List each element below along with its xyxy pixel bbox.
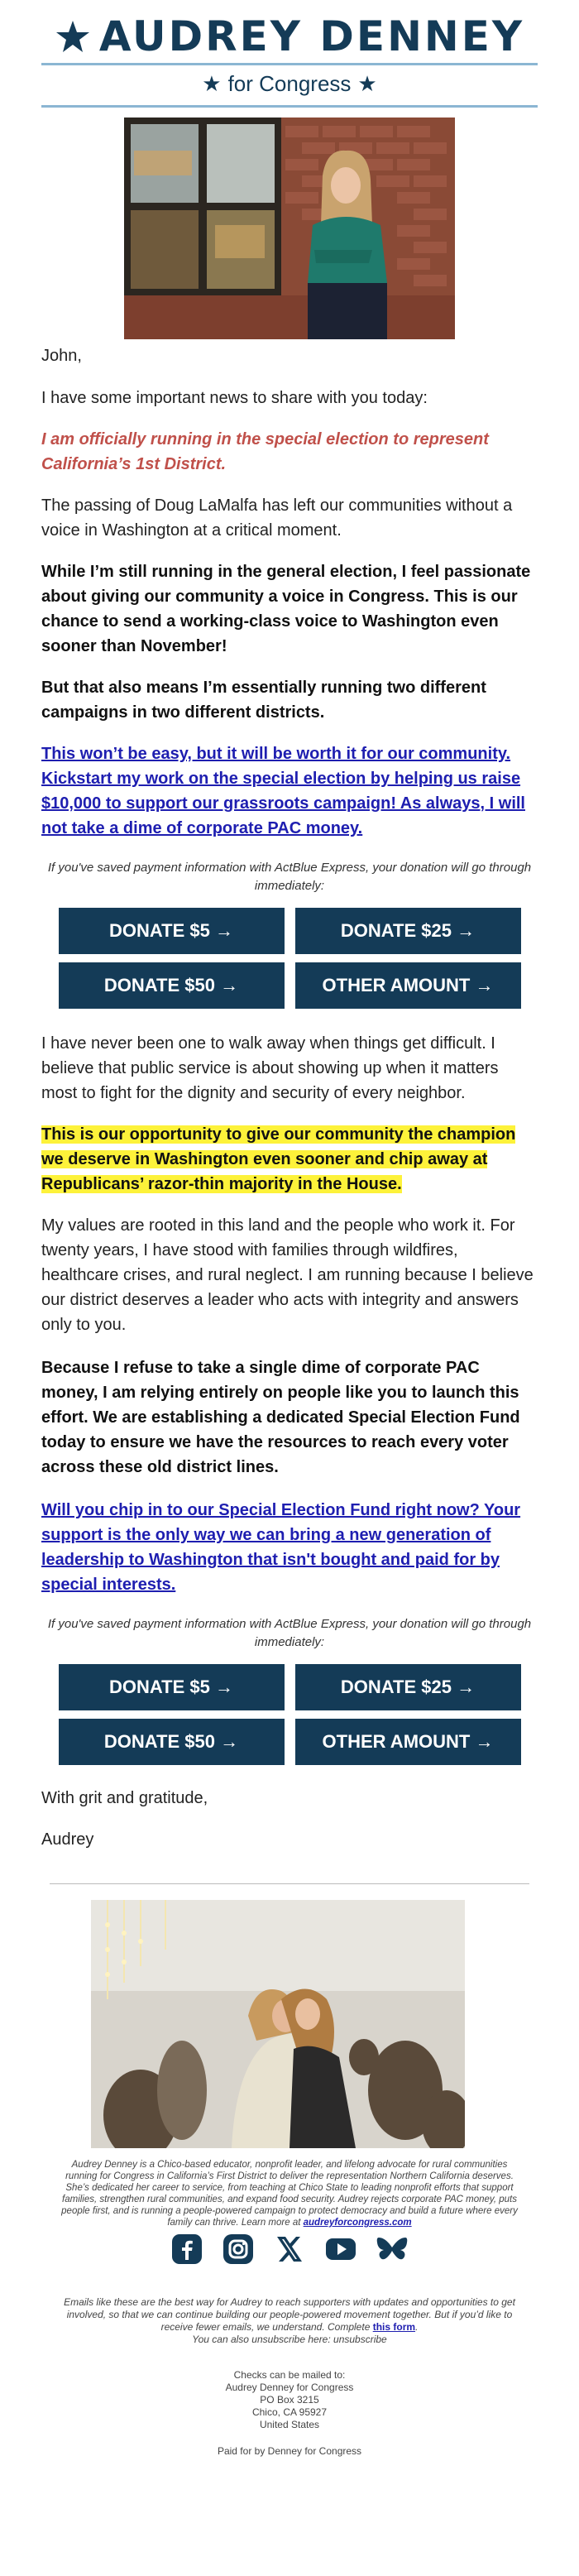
paragraph-5-text: I have never been one to walk away when things get difficult. I believe that public service is about showing up when it matters most to fight for the dignity and security of every neighbor.: [41, 1034, 499, 1102]
star-icon: [55, 18, 91, 55]
x-icon[interactable]: [273, 2233, 306, 2266]
express-note-1: [41, 859, 538, 895]
candidate-bio: [41, 2159, 538, 2228]
paragraph-4: [41, 675, 538, 725]
donate-link-1[interactable]: [41, 741, 538, 841]
signoff: [41, 1786, 538, 1811]
donate-5-button[interactable]: DONATE $5 →: [59, 908, 285, 954]
paid-for-text: Paid for by Denney for Congress: [217, 2445, 362, 2457]
paragraph-5: [41, 1031, 538, 1106]
bluesky-icon[interactable]: [376, 2233, 409, 2266]
mail-line-3: Chico, CA 95927: [251, 2406, 328, 2418]
paragraph-3: [41, 559, 538, 659]
donate-link-2[interactable]: [41, 1498, 538, 1597]
donate-link-1-text[interactable]: This won’t be easy, but it will be worth it for our community. Kickstart my work on the special election by helping us raise $10,000 to support our grassroots campaign! As always, I will not take a dime of corporate PAC money.: [41, 745, 525, 837]
tagline: [41, 65, 538, 102]
email-body: [41, 0, 538, 2457]
star-icon: ★: [357, 70, 377, 96]
intro-text: I have some important news to share with you today:: [41, 389, 428, 407]
candidate-photo: [124, 118, 455, 339]
event-photo: [91, 1900, 465, 2148]
bio-text: Audrey Denney is a Chico-based educator, nonprofit leader, and lifelong advocate for rural communities running for Congress in California’s First District to deliver the representation Northern California deserves. She’s dedicated her career to service, from teaching at Chico State to leading nonprofit efforts that support families, strengthen rural communities, and expand food security. Audrey rejects corporate PAC money, puts people first, and is running a people-powered campaign to protect democracy and build a future where every family can thrive. Learn more at: [61, 2160, 518, 2228]
paid-for-disclaimer: [41, 2445, 538, 2458]
star-icon: ★: [202, 70, 222, 96]
youtube-icon[interactable]: [324, 2233, 357, 2266]
facebook-icon[interactable]: [170, 2233, 203, 2266]
donate-50-button[interactable]: DONATE $50 →: [59, 1719, 285, 1765]
donate-50-button[interactable]: DONATE $50 →: [59, 962, 285, 1009]
paragraph-6: [41, 1213, 538, 1337]
announcement: [41, 427, 538, 477]
signoff-text: With grit and gratitude,: [41, 1789, 208, 1807]
mail-heading: Checks can be mailed to:: [233, 2369, 346, 2381]
express-note-2: [41, 1615, 538, 1652]
header-rule-bottom: [41, 105, 538, 108]
tagline-text: for Congress: [227, 70, 352, 96]
candidate-name: AUDREY DENNEY: [98, 12, 525, 60]
greeting: [41, 343, 538, 368]
greeting-text: John,: [41, 347, 82, 365]
mail-line-2: PO Box 3215: [260, 2394, 319, 2406]
paragraph-6-text: My values are rooted in this land and the people who work it. For twenty years, I have stood with families through wildfires, healthcare crises, and rural neglect. I am running because I believe our district deserves a leader who acts with integrity and answers only to you.: [41, 1216, 534, 1334]
donate-25-button[interactable]: DONATE $25 →: [295, 1664, 521, 1710]
preferences-form-link[interactable]: this form: [372, 2321, 416, 2333]
express-note-text: If you've saved payment information with ActBlue Express, your donation will go through immediately:: [47, 861, 532, 893]
paragraph-4-text: But that also means I’m essentially running two different campaigns in two different districts.: [41, 679, 486, 722]
other-amount-button[interactable]: OTHER AMOUNT →: [295, 962, 521, 1009]
other-amount-button[interactable]: OTHER AMOUNT →: [295, 1719, 521, 1765]
campaign-header: [41, 0, 538, 108]
express-note-text: If you've saved payment information with ActBlue Express, your donation will go through immediately:: [47, 1617, 532, 1649]
social-links: [41, 2233, 538, 2266]
paragraph-1: [41, 386, 538, 410]
donation-buttons-2: [41, 1664, 538, 1765]
donate-25-button[interactable]: DONATE $25 →: [295, 908, 521, 954]
instagram-icon[interactable]: [222, 2233, 255, 2266]
mail-line-4: United States: [259, 2419, 320, 2430]
campaign-logo: [41, 13, 538, 60]
fine-print: Emails like these are the best way for Audrey to reach supporters with updates and opportunities to get involved, so that we can continue building our people-powered movement together. But if you’d like to receive fewer emails, we understand. Complete this form. You can also unsubscribe here: unsubscribe: [64, 2296, 515, 2345]
signature-text: Audrey: [41, 1830, 94, 1849]
donate-5-button[interactable]: DONATE $5 →: [59, 1664, 285, 1710]
donation-buttons-1: [41, 908, 538, 1009]
paragraph-2: [41, 493, 538, 543]
signature: [41, 1827, 538, 1852]
fine-print-text: Emails like these are the best way for Audrey to reach supporters with updates and opportunities to get involved, so that we can continue building our people-powered movement together. But if you’d like to receive fewer emails, we understand. Complete: [64, 2296, 515, 2333]
paragraph-7-text: Because I refuse to take a single dime of corporate PAC money, I am relying entirely on people like you to launch this effort. We are establishing a dedicated Special Election Fund today to ensure we have the resources to reach every voter across these old district lines.: [41, 1359, 520, 1476]
highlight-text: This is our opportunity to give our community the champion we deserve in Washington even sooner and chip away at Republicans’ razor-thin majority in the House.: [41, 1125, 516, 1193]
mail-line-1: Audrey Denney for Congress: [225, 2382, 354, 2393]
announcement-text: I am officially running in the special election to represent California’s 1st District.: [41, 430, 489, 473]
donate-link-2-text[interactable]: Will you chip in to our Special Election Fund right now? Your support is the only way we can bring a new generation of leadership to Washington that isn't bought and paid for by special interests.: [41, 1501, 521, 1594]
website-link[interactable]: audreyforcongress.com: [303, 2218, 412, 2228]
footer-divider: [50, 1883, 529, 1884]
paragraph-3-text: While I’m still running in the general election, I feel passionate about giving our community a voice in Congress. This is our chance to send a working-class voice to Washington even sooner than November!: [41, 563, 531, 655]
paragraph-2-text: The passing of Doug LaMalfa has left our communities without a voice in Washington at a critical moment.: [41, 496, 513, 540]
mailing-address: [41, 2369, 538, 2431]
highlight-paragraph: [41, 1122, 538, 1197]
paragraph-7: [41, 1355, 538, 1480]
unsubscribe-text[interactable]: You can also unsubscribe here: unsubscribe: [192, 2334, 387, 2345]
